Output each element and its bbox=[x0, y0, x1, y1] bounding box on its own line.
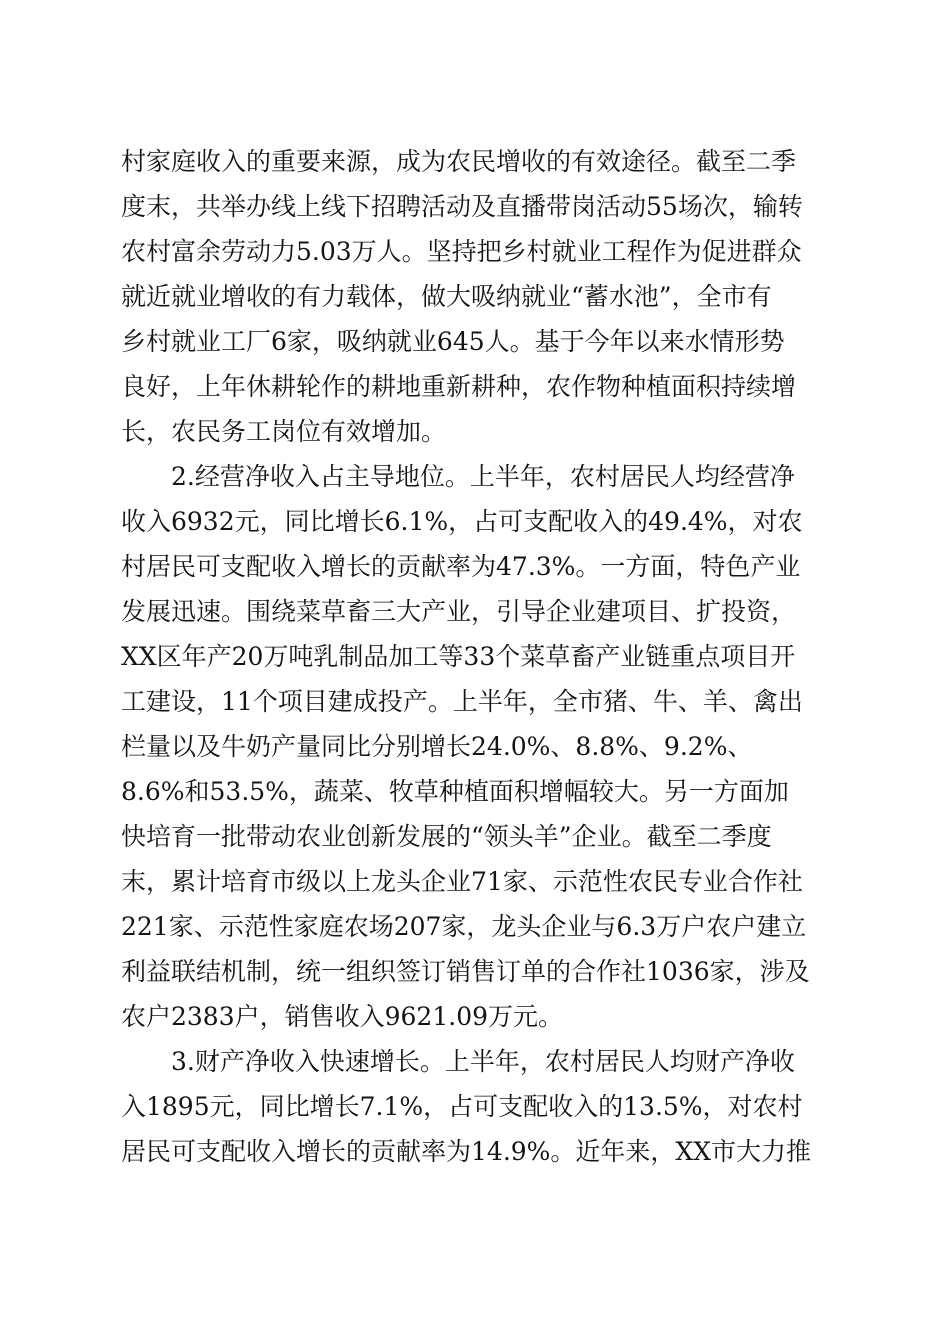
text-line: 栏量以及牛奶产量同比分别增长24.0%、8.8%、9.2%、 bbox=[121, 732, 753, 761]
text-line: 就近就业增收的有力载体，做大吸纳就业“蓄水池”，全市有 bbox=[121, 282, 772, 311]
text-line: 长，农民务工岗位有效增加。 bbox=[121, 417, 447, 446]
text-line: 农户2383户，销售收入9621.09万元。 bbox=[121, 1002, 564, 1031]
text-line: 良好，上年休耕轮作的耕地重新耕种，农作物种植面积持续增 bbox=[121, 372, 797, 401]
paragraph-3-heading-line: 3.财产净收入快速增长。上半年，农村居民人均财产净收 bbox=[171, 1047, 795, 1076]
text-line: 农村富余劳动力5.03万人。坚持把乡村就业工程作为促进群众 bbox=[121, 237, 802, 266]
text-line: 村居民可支配收入增长的贡献率为47.3%。一方面，特色产业 bbox=[121, 552, 801, 581]
text-line: 221家、示范性家庭农场207家，龙头企业与6.3万户农户建立 bbox=[121, 912, 807, 941]
text-line: 8.6%和53.5%，蔬菜、牧草种植面积增幅较大。另一方面加 bbox=[121, 777, 789, 806]
text-line: 发展迅速。围绕菜草畜三大产业，引导企业建项目、扩投资， bbox=[121, 597, 797, 626]
text-line: 工建设，11个项目建成投产。上半年，全市猪、牛、羊、禽出 bbox=[121, 687, 803, 716]
text-line: 乡村就业工厂6家，吸纳就业645人。基于今年以来水情形势 bbox=[121, 327, 785, 356]
text-line: 入1895元，同比增长7.1%，占可支配收入的13.5%，对农村 bbox=[121, 1092, 803, 1121]
paragraph-2-heading-line: 2.经营净收入占主导地位。上半年，农村居民人均经营净 bbox=[171, 462, 795, 491]
text-line: 村家庭收入的重要来源，成为农民增收的有效途径。截至二季 bbox=[121, 147, 797, 176]
text-line: XX区年产20万吨乳制品加工等33个菜草畜产业链重点项目开 bbox=[121, 642, 796, 671]
text-line: 收入6932元，同比增长6.1%，占可支配收入的49.4%，对农 bbox=[121, 507, 803, 536]
text-line: 利益联结机制，统一组织签订销售订单的合作社1036家，涉及 bbox=[121, 957, 810, 986]
text-line: 快培育一批带动农业创新发展的“领头羊”企业。截至二季度 bbox=[121, 822, 772, 851]
text-line: 末，累计培育市级以上龙头企业71家、示范性农民专业合作社 bbox=[121, 867, 803, 896]
body-text bbox=[121, 139, 829, 1174]
text-line: 度末，共举办线上线下招聘活动及直播带岗活动55场次，输转 bbox=[121, 192, 803, 221]
text-line: 居民可支配收入增长的贡献率为14.9%。近年来，XX市大力推 bbox=[121, 1137, 812, 1166]
